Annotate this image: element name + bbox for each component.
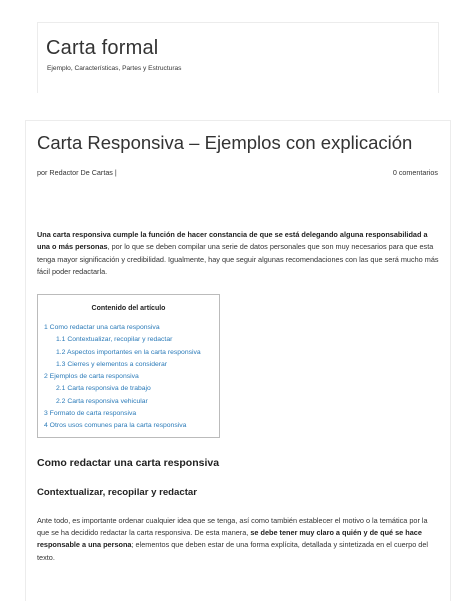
site-header: [37, 22, 439, 93]
body-text: Ante todo, es importante ordenar cualquier idea que se tenga, así como también establecer el motivo o la temática por la que se ha decidido redactar la carta responsiva. De esta manera,: [37, 516, 428, 538]
toc-title: Contenido del artículo: [91, 305, 166, 312]
table-of-contents: [37, 294, 220, 438]
toc-item[interactable]: 3 Formato de carta responsiva: [44, 410, 137, 418]
toc-item[interactable]: 2.1 Carta responsiva de trabajo: [56, 385, 151, 393]
toc-item[interactable]: 1.3 Cierres y elementos a considerar: [56, 360, 168, 368]
site-tagline: Ejemplo, Características, Partes y Estructuras: [47, 65, 182, 72]
toc-list: [44, 322, 201, 433]
intro-bold-text: Una carta responsiva cumple la función de hacer constancia de que se está delegando alguna responsabilidad a una o más personas: [37, 230, 428, 252]
toc-item[interactable]: 2.2 Carta responsiva vehicular: [56, 397, 148, 405]
toc-item[interactable]: 2 Ejemplos de carta responsiva: [44, 373, 139, 381]
body-bold-text: se debe tener muy claro a quién y de qué se hace responsable a una persona: [37, 528, 422, 550]
byline: [37, 168, 117, 177]
site-title[interactable]: Carta formal: [46, 37, 159, 59]
subsection-heading: Contextualizar, recopilar y redactar: [37, 487, 197, 498]
intro-paragraph: [37, 229, 439, 279]
section-heading: Como redactar una carta responsiva: [37, 457, 220, 469]
author-link[interactable]: Redactor De Cartas: [49, 168, 113, 177]
toc-item[interactable]: 1 Como redactar una carta responsiva: [44, 324, 160, 331]
byline-prefix: por: [37, 168, 50, 177]
intro-text: , por lo que se deben compilar una serie de datos personales que son muy necesarios para que esta tenga mayor significación y credibilidad. Igualmente, hay que seguir algunas recomendaciones con las que será mucho más fácil poder redactarla.: [37, 242, 439, 277]
body-text-end: ; elementos que deben estar de una forma explícita, detallada y sintetizada en el cuerpo del texto.: [37, 540, 429, 562]
toc-item[interactable]: 1.1 Contextualizar, recopilar y redactar: [56, 336, 173, 344]
body-paragraph: [37, 515, 439, 564]
comments-link[interactable]: 0 comentarios: [392, 168, 438, 177]
toc-item[interactable]: 4 Otros usos comunes para la carta responsiva: [44, 422, 187, 430]
toc-item[interactable]: 1.2 Aspectos importantes en la carta responsiva: [56, 348, 201, 356]
byline-separator: |: [112, 168, 117, 177]
article-title: Carta Responsiva – Ejemplos con explicación: [37, 132, 413, 153]
